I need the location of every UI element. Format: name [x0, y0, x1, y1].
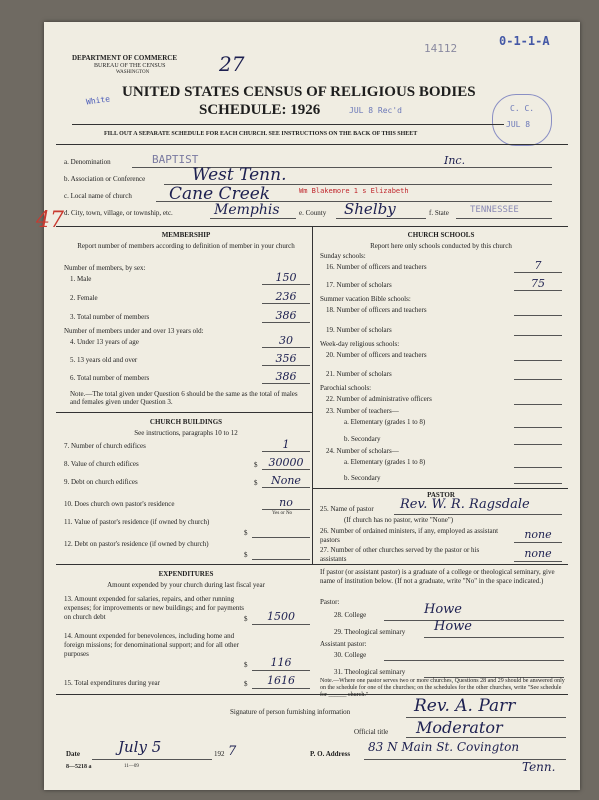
parochial-label: Parochial schools: [320, 384, 372, 392]
q31-label: 31. Theological seminary [334, 668, 406, 676]
q23a-label: a. Elementary (grades 1 to 8) [344, 418, 426, 426]
q30-label: 30. College [334, 651, 367, 659]
q4-answer: 30 [279, 334, 293, 347]
address-value-2: Tenn. [522, 760, 556, 774]
year-value: 7 [228, 744, 237, 759]
yes-no-hint: Yes or No [272, 511, 293, 516]
membership-subtitle: Report number of members according to definition of member in your church [77, 242, 295, 250]
official-title-value: Moderator [416, 718, 503, 737]
q10-answer: no [279, 496, 293, 509]
expenditures-title: EXPENDITURES [158, 570, 214, 578]
handwritten-number: 27 [219, 52, 245, 76]
cc-stamp-label: C. C. [510, 104, 535, 113]
q15-label: 15. Total expenditures during year [64, 679, 160, 687]
q16-answer: 7 [534, 259, 542, 272]
form-number-2: 11—09 [124, 764, 139, 769]
denomination-suffix: Inc. [444, 154, 466, 167]
received-stamp: JUL 8 Rec'd [349, 106, 402, 115]
q24-label: 24. Number of scholars— [326, 447, 399, 455]
schools-subtitle: Report here only schools conducted by this church [370, 242, 512, 250]
weekday-label: Week-day religious schools: [320, 340, 400, 348]
summer-label: Summer vacation Bible schools: [320, 295, 411, 303]
state-label: f. State [429, 209, 449, 217]
date-label: Date [66, 750, 80, 758]
membership-note: Note.—The total given under Question 6 should be the same as the total of males and females given under Question 3. [70, 390, 298, 406]
association-value: West Tenn. [192, 165, 287, 185]
q16-label: 16. Number of officers and teachers [326, 263, 427, 271]
q17-label: 17. Number of scholars [326, 281, 392, 289]
column-divider [312, 226, 313, 564]
stamp-number: 14112 [424, 42, 458, 55]
church-name-label: c. Local name of church [64, 192, 132, 200]
q29-answer: Howe [434, 619, 472, 634]
sunday-label: Sunday schools: [320, 252, 366, 260]
assistant-label: Assistant pastor: [320, 640, 367, 648]
instructions-text: FILL OUT A SEPARATE SCHEDULE FOR EACH CHURCH. SEE INSTRUCTIONS ON THE BACK OF THIS SHEET [104, 131, 418, 137]
q15-answer: 1616 [267, 674, 295, 687]
q3-label: 3. Total number of members [70, 313, 150, 321]
q23-label: 23. Number of teachers— [326, 407, 399, 415]
q25-note: (If church has no pastor, write "None") [344, 516, 454, 524]
stamp-white: White [85, 94, 111, 107]
q11-label: 11. Value of pastor's residence (if owned by church) [64, 518, 210, 526]
census-schedule-sheet: DEPARTMENT OF COMMERCE BUREAU OF THE CENSUS WASHINGTON 27 14112 0-1-1-A White UNITED STATES CENSUS OF RELIGIOUS BODIES SCHEDULE: 1926 JUL 8 Rec'd C. C. JUL 8 FILL OUT A SEPARATE SCHEDULE FOR EACH CHURCH. SEE INSTRUCTIONS ON THE BACK OF THIS SHEET a. Denomination BAPTIST Inc. b. Association or Conference West Tenn. c. Local name of church Cane Creek Wm Blakemore 1 s Elizabeth 47 d. City, town, village, or township, etc. Memphis e. County Shelby f. State TENNESSEE MEMBERSHIP Report number of members according to definition of member in your church Number of members, by sex: 1. Male 150 2. Female 236 3. Total number of members 386 Number of members under and over 13 years old: 4. Under 13 years of age 30 5. 13 years old and over 356 6. Total number of members 386 Note.—The total given under Question 6 should be the same as the total of males and females given under Question 3. CHURCH BUILDINGS See instructions, paragraphs 10 to 12 7. Number of church edifices 1 8. Value of church edifices $ 30000 9. Debt on church edifices $ None 10. Does church own pastor's residence no Yes or No 11. Value of pastor's residence (if owned by church) $ 12. Debt on pastor's residence (if owned by church) $ EXPENDITURES Amount expended by your church during last fiscal year 13. Amount expended for salaries, repairs, and other running expenses; for improvements or new buildings; and for payments on church debt $ 1500 14. Amount expended for benevolences, including home and foreign missions; for denominational support; and for all other purposes $ 116 15. Total expenditures during year $ 1616 CHURCH SCHOOLS Report here only schools conducted by this church Sunday schools: 16. Number of officers and teachers 7 17. Number of scholars 75 Summer vacation Bible schools: 18. Number of officers and teachers 19. Number of scholars Week-day religious schools: 20. Number of officers and teachers 21. Number of scholars Parochial schools: 22. Number of administrative officers 23. Number of teachers— a. Elementary (grades 1 to 8) b. Secondary 24. Number of scholars— a. Elementary (grades 1 to 8) b. Secondary PASTOR 25. Name of pastor Rev. W. R. Ragsdale (If church has no pastor, write "None") 26. Number of ordained ministers, if any, employed as assistant pastors none 27. Number of other churches served by the pastor or his assistants none If pastor (or assistant pastor) is a graduate of a college or theological seminary, give name of institution below. (If not a graduate, write "No" in the space indicated.) Pastor: 28. College Howe 29. Theological seminary Howe Assistant pastor: 30. College 31. Theological seminary Note.—Where one pastor serves two or more churches, Questions 28 and 29 should be answered only on the schedule for one of the churches; on the schedules for the other churches, write "See schedule for ______ church." Signature of person furnishing information Rev. A. Parr Official title Moderator Date July 5 192 7 P. O. Address 83 N Main St. Covington Tenn. 8—5218 a 11—09 [44, 22, 580, 790]
q23b-label: b. Secondary [344, 435, 381, 443]
q14-answer: 116 [270, 656, 292, 669]
q2-label: 2. Female [70, 294, 98, 302]
q18-label: 18. Number of officers and teachers [326, 306, 427, 314]
q6-label: 6. Total number of members [70, 374, 150, 382]
q9-label: 9. Debt on church edifices [64, 478, 138, 486]
date-value: July 5 [118, 738, 162, 756]
q13-label: 13. Amount expended for salaries, repairs, and other running expenses; for improvements or new buildings; and for payments on church debt [64, 595, 245, 621]
header-rule [72, 124, 504, 125]
q2-answer: 236 [275, 290, 297, 303]
pastor-note: Note.—Where one pastor serves two or more churches, Questions 28 and 29 should be answered only on the schedule for one of the churches; on the schedules for the other churches, write "See schedule for ______ church." [320, 678, 565, 698]
q10-label: 10. Does church own pastor's residence [64, 500, 175, 508]
q19-label: 19. Number of scholars [326, 326, 392, 334]
q27-label: 27. Number of other churches served by the pastor or his assistants [320, 546, 480, 563]
q27-answer: none [524, 547, 552, 560]
q8-label: 8. Value of church edifices [64, 460, 139, 468]
college-note: If pastor (or assistant pastor) is a graduate of a college or theological seminary, give name of institution below. (If not a graduate, write "No" in the space indicated.) [320, 568, 555, 585]
q20-label: 20. Number of officers and teachers [326, 351, 427, 359]
county-label: e. County [299, 209, 327, 217]
address-label: P. O. Address [310, 750, 351, 758]
q25-label: 25. Name of pastor [320, 505, 374, 513]
bureau-label: BUREAU OF THE CENSUS [94, 63, 166, 69]
q12-label: 12. Debt on pastor's residence (if owned by church) [64, 540, 209, 548]
buildings-subtitle: See instructions, paragraphs 10 to 12 [134, 429, 238, 437]
form-number: 8—5218 a [66, 764, 92, 770]
denomination-label: a. Denomination [64, 158, 111, 166]
schedule-title: SCHEDULE: 1926 [199, 102, 321, 118]
instructions-rule [56, 144, 568, 145]
q13-answer: 1500 [267, 610, 295, 623]
city-label: d. City, town, village, or township, etc. [64, 209, 173, 217]
cc-stamp-date: JUL 8 [506, 120, 531, 129]
county-value: Shelby [344, 200, 396, 218]
signature-label: Signature of person furnishing information [230, 708, 351, 716]
stamp-code: 0-1-1-A [499, 34, 550, 48]
q9-answer: None [271, 474, 301, 487]
association-label: b. Association or Conference [64, 175, 146, 183]
margin-mark: 47 [36, 208, 64, 233]
year-prefix: 192 [214, 750, 225, 758]
church-name-stamp: Wm Blakemore 1 s Elizabeth [299, 187, 409, 195]
address-value: 83 N Main St. Covington [368, 740, 520, 754]
q8-answer: 30000 [268, 456, 304, 469]
q1-label: 1. Male [70, 275, 92, 283]
q14-label: 14. Amount expended for benevolences, including home and foreign missions; for denominational support; and for all other purposes [64, 632, 239, 658]
age-head-label: Number of members under and over 13 years old: [64, 327, 204, 335]
form-title: UNITED STATES CENSUS OF RELIGIOUS BODIES [122, 84, 476, 100]
schools-title: CHURCH SCHOOLS [407, 231, 475, 239]
city-label: WASHINGTON [116, 70, 150, 75]
q5-answer: 356 [275, 352, 297, 365]
expenditures-subtitle: Amount expended by your church during last fiscal year [107, 581, 265, 589]
q5-label: 5. 13 years old and over [70, 356, 138, 364]
q3-answer: 386 [275, 309, 297, 322]
signature-value: Rev. A. Parr [414, 696, 516, 716]
q28-answer: Howe [424, 602, 462, 617]
denomination-value: BAPTIST [152, 153, 199, 166]
q1-answer: 150 [275, 271, 297, 284]
official-title-label: Official title [354, 728, 389, 736]
q25-answer: Rev. W. R. Ragsdale [400, 497, 530, 512]
q21-label: 21. Number of scholars [326, 370, 392, 378]
q24b-label: b. Secondary [344, 474, 381, 482]
by-sex-label: Number of members, by sex: [64, 264, 146, 272]
q26-label: 26. Number of ordained ministers, if any, employed as assistant pastors [320, 527, 499, 544]
state-value: TENNESSEE [470, 205, 519, 215]
q22-label: 22. Number of administrative officers [326, 395, 432, 403]
pastor-label: Pastor: [320, 598, 340, 606]
q7-label: 7. Number of church edifices [64, 442, 146, 450]
q4-label: 4. Under 13 years of age [70, 338, 139, 346]
q17-answer: 75 [531, 277, 545, 290]
membership-title: MEMBERSHIP [161, 231, 211, 239]
q26-answer: none [524, 528, 552, 541]
q6-answer: 386 [275, 370, 297, 383]
church-name-value: Cane Creek [169, 184, 271, 204]
q24a-label: a. Elementary (grades 1 to 8) [344, 458, 426, 466]
pastor-title: PASTOR [427, 491, 455, 499]
q28-label: 28. College [334, 611, 367, 619]
city-value: Memphis [214, 202, 280, 218]
q7-answer: 1 [282, 438, 290, 451]
department-label: DEPARTMENT OF COMMERCE [72, 54, 178, 62]
buildings-title: CHURCH BUILDINGS [149, 418, 223, 426]
q29-label: 29. Theological seminary [334, 628, 406, 636]
